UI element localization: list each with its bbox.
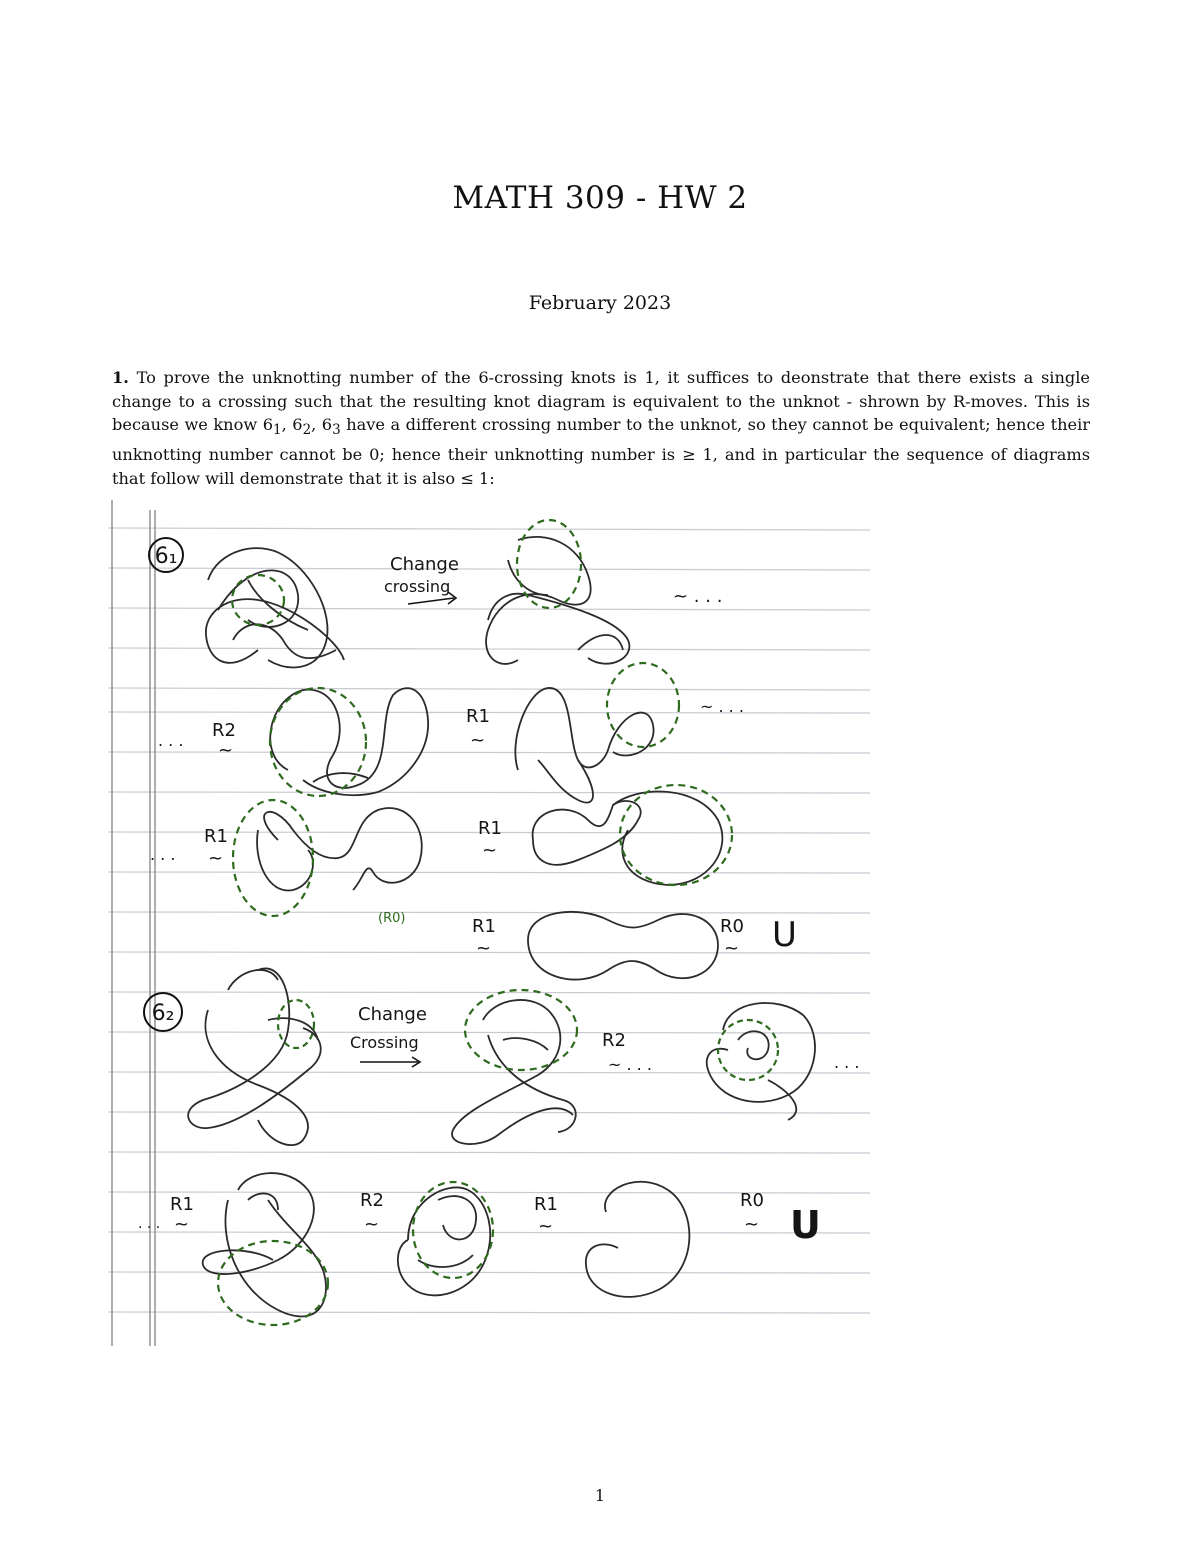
page-title: MATH 309 - HW 2 [452,180,748,216]
r0-note: (R0) [378,911,406,926]
continuation-dots-left-3: . . . [138,1216,161,1232]
svg-text:Change: Change [390,554,459,575]
svg-text:R1: R1 [478,818,502,839]
page-date: February 2023 [528,292,672,314]
problem-text-part-1: To prove the unknotting number of the 6-crossing knots is 1, it suffices to deonstrate that there exists a single change to a crossing such that the resulting knot diagram is equivalent to the unknot - shrown by R-moves. This is because we know [112,368,1090,435]
problem-text-part-2: have a different crossing number to the unknot, so they cannot be equivalent; hence their unknotting number cannot be 0; hence their unknotting number is ≥ 1, and in particular the sequence of diagrams that follow will demonstrate that it is also ≤ 1: [112,415,1090,488]
problem-1-paragraph: 1. To prove the unknotting number of the 6-crossing knots is 1, it suffices to deonstrate that there exists a single change to a crossing such that the resulting knot diagram is equivalent to the unknot - shrown by R-moves. This is because we know $6_1$, $6_2$, $6_3$ have a different crossing number to the unknot, so they cannot be equivalent; hence their unknotting number cannot be 0; hence their unknotting number is ≥ 1, and in particular the sequence of diagrams that follow will demonstrate that it is also ≤ 1: [112,368,1090,488]
continuation-dots: ~ . . . [673,586,723,607]
continuation-dots-3: . . . [834,1053,860,1072]
svg-text:Crossing: Crossing [350,1033,419,1052]
svg-text:~: ~ [476,938,492,959]
svg-text:R2: R2 [602,1030,626,1051]
svg-text:R0: R0 [740,1190,764,1211]
svg-text:~: ~ [174,1214,190,1235]
svg-text:R2: R2 [360,1190,384,1211]
svg-text:R1: R1 [466,706,490,727]
svg-text:6₂: 6₂ [151,1001,175,1026]
continuation-dots-left: . . . [158,731,184,750]
svg-text:~: ~ [208,848,224,869]
svg-text:~ . . .: ~ . . . [608,1055,652,1074]
svg-text:~: ~ [470,730,486,751]
svg-text:crossing: crossing [384,577,451,596]
unknot-symbol-a: U [772,915,797,955]
knot-6-3-symbol: $6_3$ [321,415,341,439]
handwritten-knot-diagrams [108,500,870,1346]
svg-text:R2: R2 [212,720,236,741]
svg-text:~: ~ [744,1214,760,1235]
svg-text:6₁: 6₁ [154,544,178,569]
svg-text:R0: R0 [720,916,744,937]
knot-6-1-symbol: $6_1$ [262,415,282,439]
svg-text:~: ~ [724,938,740,959]
svg-text:~: ~ [364,1214,380,1235]
continuation-dots-2: ~ . . . [700,697,744,716]
svg-text:R1: R1 [472,916,496,937]
svg-text:~: ~ [482,840,498,861]
unknot-symbol-b: U [790,1203,821,1247]
svg-text:~: ~ [218,740,234,761]
problem-number: 1. [112,368,129,387]
page-number: 1 [594,1486,606,1505]
continuation-dots-left-2: . . . [150,845,176,864]
svg-text:~: ~ [538,1216,554,1237]
svg-text:R1: R1 [204,826,228,847]
svg-text:R1: R1 [170,1194,194,1215]
svg-text:Change: Change [358,1004,427,1025]
svg-text:R1: R1 [534,1194,558,1215]
knot-6-2-symbol: $6_2$ [292,415,312,439]
